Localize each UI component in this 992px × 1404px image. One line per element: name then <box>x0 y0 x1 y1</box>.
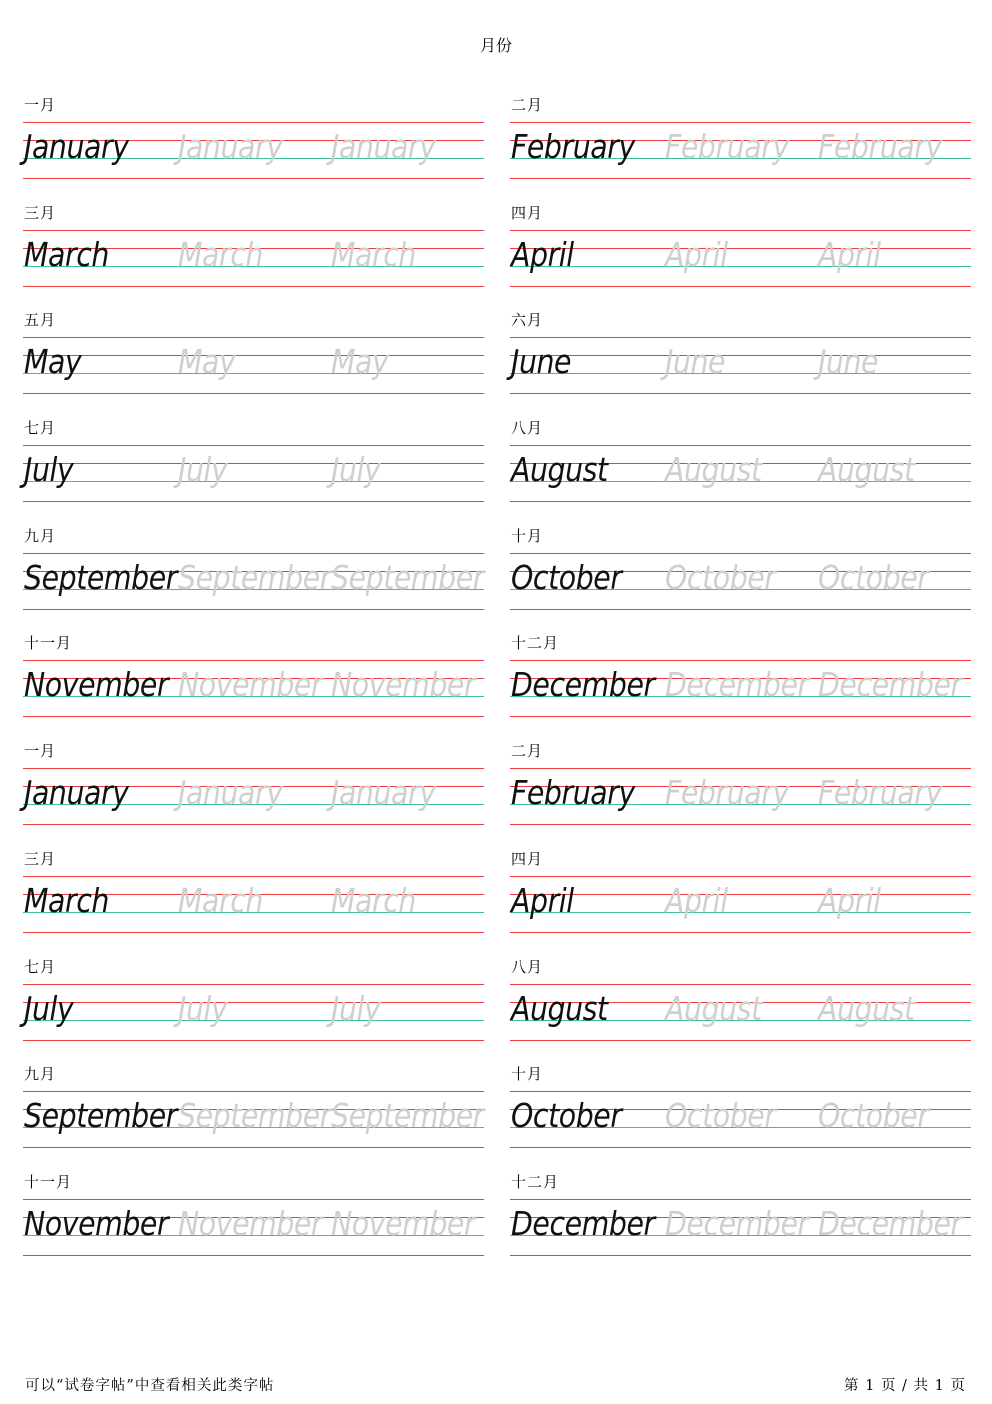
worksheet-row <box>23 200 971 308</box>
worksheet-row <box>23 523 971 631</box>
chinese-month-label: 十月 <box>511 526 544 545</box>
chinese-month-label: 七月 <box>24 419 57 438</box>
model-word: February <box>511 773 635 813</box>
worksheet-row <box>23 738 971 846</box>
writing-guide-lines <box>23 230 484 288</box>
worksheet-row <box>23 846 971 954</box>
model-word: November <box>24 1203 169 1243</box>
month-cell <box>510 307 971 407</box>
red-guide-line <box>510 393 971 394</box>
month-cell <box>510 1061 971 1161</box>
chinese-month-label: 五月 <box>24 311 57 330</box>
chinese-month-label: 七月 <box>24 957 57 976</box>
red-guide-line <box>23 1002 484 1003</box>
red-guide-line <box>510 876 971 877</box>
footer-note: 可以“试卷字帖”中查看相关此类字帖 <box>25 1378 275 1394</box>
trace-word: March <box>331 880 416 920</box>
red-guide-line <box>23 1040 484 1041</box>
red-guide-line <box>23 445 484 446</box>
chinese-month-label: 十二月 <box>511 1172 560 1191</box>
worksheet-row <box>23 630 971 738</box>
month-cell <box>23 92 484 192</box>
worksheet-grid <box>23 92 971 1277</box>
green-base-line <box>510 266 971 267</box>
month-cell <box>510 92 971 192</box>
trace-word: April <box>818 880 881 920</box>
writing-guide-lines <box>23 660 484 718</box>
trace-word: July <box>331 988 381 1028</box>
month-cell <box>23 200 484 300</box>
month-cell <box>23 630 484 730</box>
model-word: April <box>511 234 574 274</box>
chinese-month-label: 三月 <box>24 203 57 222</box>
writing-guide-lines <box>510 876 971 934</box>
writing-guide-lines <box>510 1199 971 1257</box>
trace-word: July <box>178 988 228 1028</box>
month-cell <box>23 954 484 1054</box>
writing-guide-lines <box>23 553 484 611</box>
trace-word: January <box>178 127 283 166</box>
worksheet-row <box>23 415 971 523</box>
model-word: October <box>511 557 622 597</box>
red-guide-line <box>23 393 484 394</box>
chinese-month-label: 九月 <box>24 526 57 545</box>
trace-word: February <box>665 127 789 166</box>
model-word: September <box>24 1096 177 1136</box>
model-word: January <box>24 127 129 166</box>
chinese-month-label: 四月 <box>511 849 544 868</box>
trace-word: May <box>178 342 236 382</box>
red-guide-line <box>510 932 971 933</box>
writing-guide-lines <box>510 768 971 826</box>
worksheet-row <box>23 1061 971 1169</box>
month-cell <box>23 415 484 515</box>
writing-guide-lines <box>510 553 971 611</box>
page-title: 月份 <box>479 36 512 55</box>
trace-word: July <box>331 450 381 490</box>
writing-guide-lines <box>510 337 971 395</box>
red-guide-line <box>23 463 484 464</box>
model-word: March <box>24 880 109 920</box>
writing-guide-lines <box>23 768 484 826</box>
trace-word: November <box>331 665 476 705</box>
model-word: February <box>511 127 635 166</box>
writing-guide-lines <box>510 1091 971 1149</box>
month-cell <box>23 1169 484 1269</box>
chinese-month-label: 二月 <box>511 96 544 114</box>
month-cell <box>23 307 484 407</box>
trace-word: November <box>178 1203 323 1243</box>
trace-word: June <box>818 342 879 382</box>
trace-word: September <box>331 1096 484 1136</box>
trace-word: December <box>665 1203 809 1243</box>
month-cell <box>510 630 971 730</box>
red-guide-line <box>510 248 971 249</box>
trace-word: August <box>818 988 915 1028</box>
worksheet-row <box>23 92 971 200</box>
writing-guide-lines <box>510 230 971 288</box>
red-guide-line <box>23 984 484 985</box>
writing-guide-lines <box>23 1091 484 1149</box>
trace-word: September <box>178 1096 331 1136</box>
trace-word: May <box>331 342 389 382</box>
month-cell <box>510 846 971 946</box>
model-word: July <box>24 450 74 490</box>
trace-word: December <box>818 665 962 705</box>
trace-word: February <box>818 127 942 166</box>
month-cell <box>23 523 484 623</box>
trace-word: December <box>665 665 809 705</box>
red-guide-line <box>510 355 971 356</box>
red-guide-line <box>510 286 971 287</box>
trace-word: October <box>818 1096 929 1136</box>
month-cell <box>510 954 971 1054</box>
writing-guide-lines <box>23 1199 484 1257</box>
green-base-line <box>23 373 484 374</box>
trace-word: August <box>818 450 915 490</box>
month-cell <box>23 846 484 946</box>
trace-word: January <box>331 773 436 813</box>
model-word: December <box>511 665 655 705</box>
red-guide-line <box>510 337 971 338</box>
month-cell <box>23 1061 484 1161</box>
trace-word: November <box>331 1203 476 1243</box>
model-word: September <box>24 557 177 597</box>
model-word: March <box>24 234 109 274</box>
worksheet-row <box>23 307 971 415</box>
writing-guide-lines <box>23 445 484 503</box>
model-word: April <box>511 880 574 920</box>
green-base-line <box>510 373 971 374</box>
page-number: 第 1 页 / 共 1 页 <box>844 1378 966 1394</box>
chinese-month-label: 一月 <box>24 742 57 761</box>
trace-word: January <box>331 127 436 166</box>
red-guide-line <box>510 230 971 231</box>
writing-guide-lines <box>510 984 971 1042</box>
chinese-month-label: 三月 <box>24 849 57 868</box>
trace-word: October <box>665 1096 776 1136</box>
trace-word: August <box>665 988 762 1028</box>
trace-word: October <box>818 557 929 597</box>
model-word: May <box>24 342 82 382</box>
month-cell <box>510 738 971 838</box>
trace-word: February <box>818 773 942 813</box>
trace-word: August <box>665 450 762 490</box>
chinese-month-label: 八月 <box>511 419 544 438</box>
green-base-line <box>510 912 971 913</box>
writing-guide-lines <box>510 660 971 718</box>
chinese-month-label: 十一月 <box>24 1172 73 1191</box>
red-guide-line <box>23 337 484 338</box>
red-guide-line <box>510 894 971 895</box>
trace-word: April <box>665 234 728 274</box>
writing-guide-lines <box>23 984 484 1042</box>
writing-guide-lines <box>510 445 971 503</box>
worksheet-row <box>23 1169 971 1277</box>
chinese-month-label: 十一月 <box>24 634 73 653</box>
month-cell <box>23 738 484 838</box>
model-word: July <box>24 988 74 1028</box>
trace-word: April <box>665 880 728 920</box>
chinese-month-label: 九月 <box>24 1065 57 1084</box>
writing-guide-lines <box>23 337 484 395</box>
model-word: June <box>511 342 572 382</box>
month-cell <box>510 415 971 515</box>
worksheet-row <box>23 954 971 1062</box>
trace-word: September <box>178 557 331 597</box>
writing-guide-lines <box>510 122 971 180</box>
chinese-month-label: 一月 <box>24 96 57 114</box>
trace-word: June <box>665 342 726 382</box>
green-base-line <box>23 1020 484 1021</box>
model-word: August <box>511 450 608 490</box>
trace-word: December <box>818 1203 962 1243</box>
month-cell <box>510 523 971 623</box>
trace-word: March <box>178 880 263 920</box>
chinese-month-label: 十二月 <box>511 634 560 653</box>
writing-guide-lines <box>23 876 484 934</box>
writing-guide-lines <box>23 122 484 180</box>
trace-word: October <box>665 557 776 597</box>
trace-word: July <box>178 450 228 490</box>
chinese-month-label: 四月 <box>511 203 544 222</box>
trace-word: September <box>331 557 484 597</box>
trace-word: April <box>818 234 881 274</box>
trace-word: February <box>665 773 789 813</box>
chinese-month-label: 二月 <box>511 742 544 761</box>
model-word: November <box>24 665 169 705</box>
model-word: October <box>511 1096 622 1136</box>
month-cell <box>510 200 971 300</box>
green-base-line <box>23 481 484 482</box>
model-word: January <box>24 773 129 813</box>
trace-word: November <box>178 665 323 705</box>
model-word: December <box>511 1203 655 1243</box>
chinese-month-label: 六月 <box>511 311 544 330</box>
trace-word: January <box>178 773 283 813</box>
trace-word: March <box>178 234 263 274</box>
red-guide-line <box>23 501 484 502</box>
chinese-month-label: 十月 <box>511 1065 544 1084</box>
month-cell <box>510 1169 971 1269</box>
red-guide-line <box>23 355 484 356</box>
chinese-month-label: 八月 <box>511 957 544 976</box>
model-word: August <box>511 988 608 1028</box>
trace-word: March <box>331 234 416 274</box>
